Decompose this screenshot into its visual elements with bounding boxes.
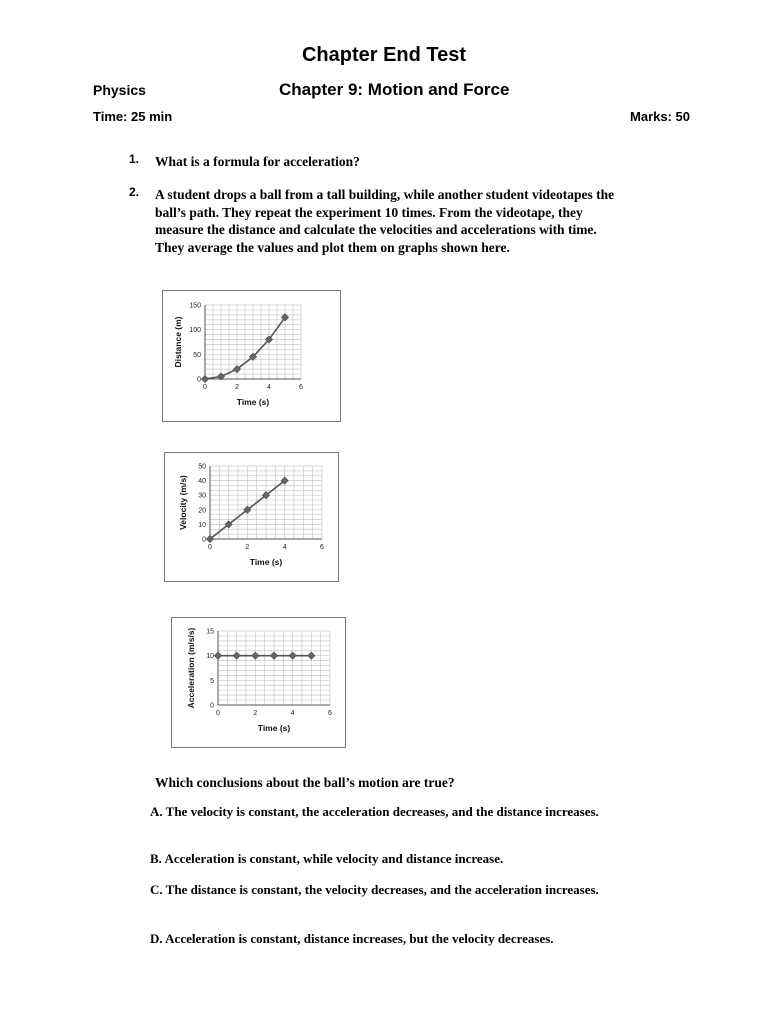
data-point-marker — [308, 652, 315, 659]
velocity-chart — [164, 452, 339, 582]
question-2-number: 2. — [129, 185, 140, 199]
y-tick-label: 20 — [198, 507, 206, 515]
x-tick-label: 2 — [245, 544, 250, 551]
y-axis-label: Distance (m) — [173, 316, 183, 368]
option-b: B. Acceleration is constant, while velocity and distance increase. — [150, 851, 504, 866]
y-axis-label: Acceleration (m/s/s) — [186, 627, 196, 709]
option-d: D. Acceleration is constant, distance increases, but the velocity decreases. — [150, 931, 554, 946]
option-c: C. The distance is constant, the velocity decreases, and the acceleration increases. — [150, 882, 599, 897]
x-axis-label: Time (s) — [249, 557, 283, 567]
distance-chart — [162, 290, 341, 422]
data-point-marker — [233, 652, 240, 659]
x-tick-label: 0 — [203, 384, 207, 391]
question-1-number: 1. — [129, 152, 140, 166]
x-tick-label: 2 — [253, 710, 258, 717]
x-tick-label: 0 — [216, 710, 220, 717]
y-tick-label: 150 — [189, 302, 201, 310]
y-tick-label: 0 — [210, 702, 214, 710]
data-point-marker — [289, 652, 296, 659]
time-label: Time: 25 min — [93, 109, 173, 124]
x-tick-label: 6 — [320, 544, 324, 551]
data-point-marker — [252, 652, 259, 659]
marks-label: Marks: 50 — [630, 109, 690, 124]
y-axis-label: Velocity (m/s) — [178, 475, 188, 530]
y-tick-label: 0 — [197, 376, 201, 384]
option-a: A. The velocity is constant, the acceleration decreases, and the distance increases. — [150, 804, 599, 819]
page-title: Chapter End Test — [301, 44, 467, 66]
x-axis-label: Time (s) — [257, 723, 291, 733]
x-tick-label: 0 — [208, 544, 212, 551]
y-tick-label: 100 — [189, 327, 201, 335]
y-tick-label: 10 — [198, 521, 206, 529]
y-tick-label: 0 — [202, 536, 206, 544]
y-tick-label: 50 — [193, 351, 201, 359]
x-tick-label: 6 — [299, 384, 303, 391]
y-tick-label: 10 — [206, 653, 214, 661]
question-2-text: A student drops a ball from a tall building, while another student videotapes the ball’s path. They repeat the experiment 10 times. From the videotape, they measure the distance and calculate the velocities and accelerations with time. They average the values and plot them on graphs shown here. — [155, 187, 615, 255]
x-tick-label: 4 — [290, 710, 295, 717]
y-tick-label: 40 — [198, 478, 206, 486]
data-point-marker — [201, 375, 208, 382]
data-point-marker — [270, 652, 277, 659]
x-tick-label: 2 — [235, 384, 239, 391]
data-point-marker — [214, 652, 221, 659]
y-tick-label: 30 — [198, 492, 206, 500]
question-1-text: What is a formula for acceleration? — [155, 154, 360, 169]
followup-prompt: Which conclusions about the ball’s motion are true? — [155, 775, 455, 790]
chapter-title: Chapter 9: Motion and Force — [279, 80, 510, 99]
x-axis-label: Time (s) — [236, 397, 270, 407]
velocity-chart-svg — [165, 453, 338, 581]
y-tick-label: 5 — [210, 677, 214, 685]
acceleration-chart — [171, 617, 346, 748]
y-tick-label: 15 — [206, 628, 214, 636]
x-tick-label: 4 — [282, 544, 287, 551]
x-tick-label: 6 — [328, 710, 332, 717]
subject-label: Physics — [93, 82, 146, 98]
distance-chart-svg — [163, 291, 340, 421]
x-tick-label: 4 — [267, 384, 271, 391]
acceleration-chart-svg — [172, 618, 345, 747]
y-tick-label: 50 — [198, 463, 206, 471]
